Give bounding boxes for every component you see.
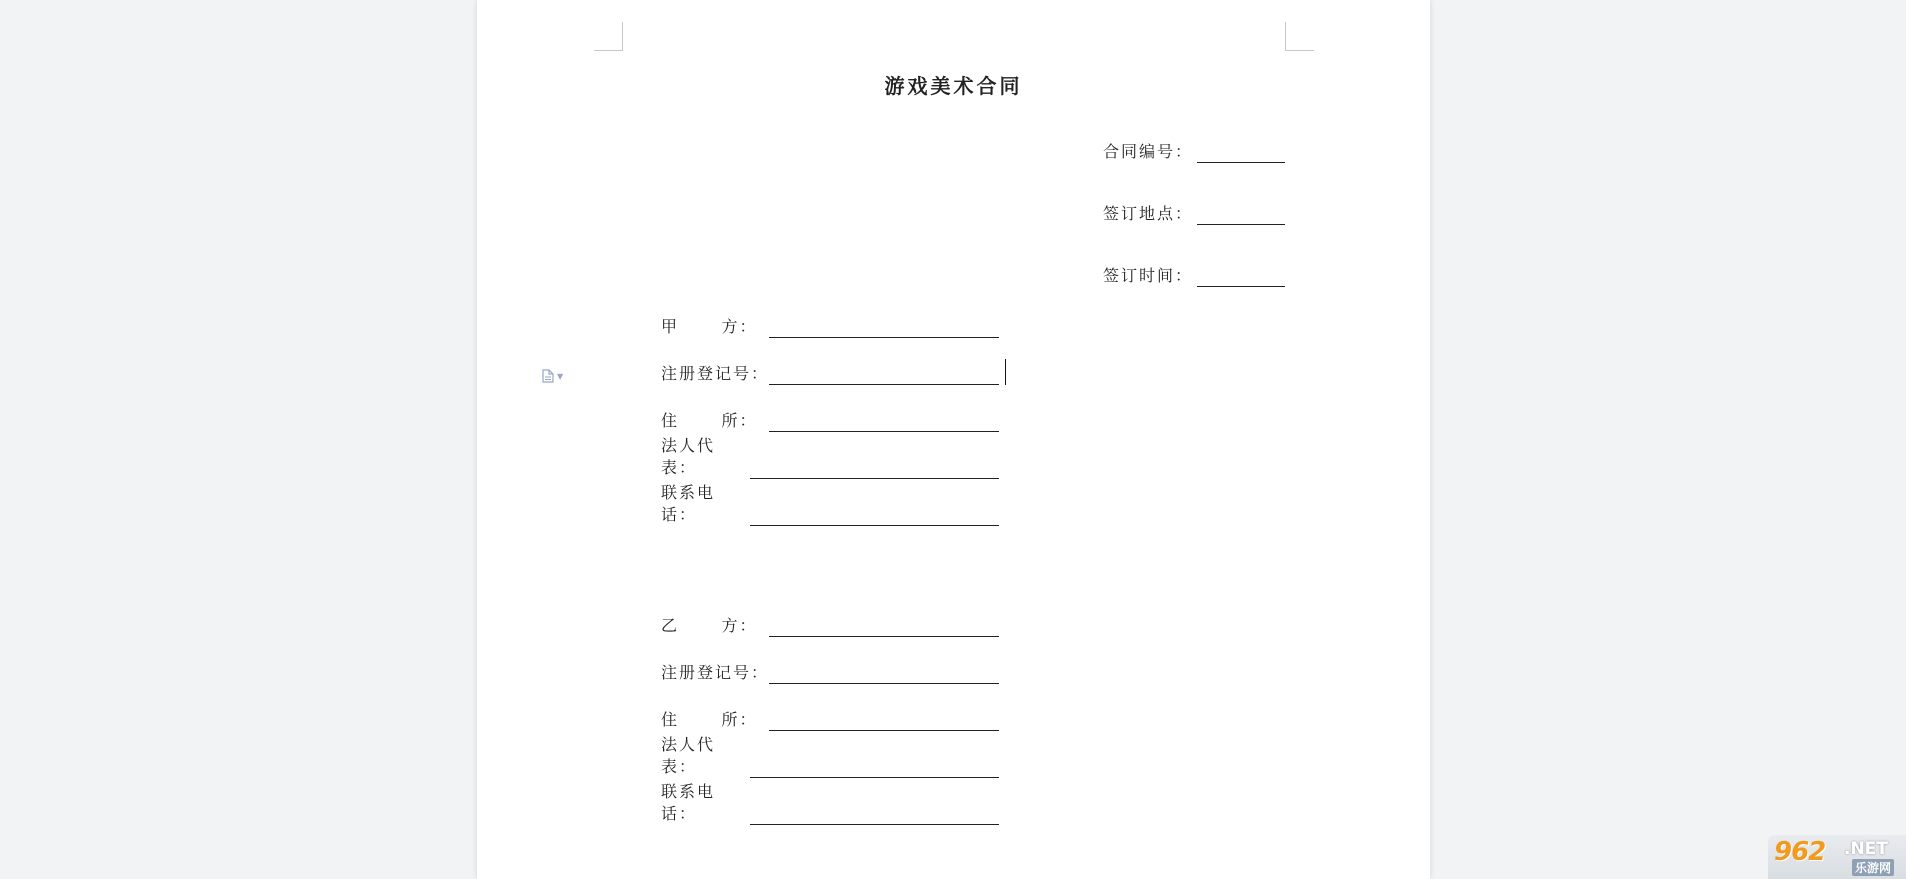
party-b-label: 乙 方： — [661, 616, 758, 635]
party-a-phone-blank[interactable] — [750, 507, 999, 526]
contract-title: 游戏美术合同 — [884, 74, 1023, 98]
party-b-blank[interactable] — [769, 618, 999, 637]
party-b-address-blank[interactable] — [769, 712, 999, 731]
party-b-phone-row[interactable] — [661, 782, 999, 825]
party-b-registration-blank[interactable] — [769, 665, 999, 684]
party-a-registration-row[interactable] — [661, 361, 999, 385]
paragraph-document-icon[interactable] — [542, 366, 572, 386]
party-b-legal-rep-row[interactable] — [661, 735, 999, 778]
party-a-label: 甲 方： — [661, 317, 758, 336]
party-a-phone-row[interactable] — [661, 483, 999, 526]
party-b-address-row[interactable] — [661, 707, 999, 731]
watermark-suffix: .NET — [1844, 839, 1888, 859]
document-page — [477, 0, 1430, 879]
party-a-blank[interactable] — [769, 319, 999, 338]
party-b-phone-label: 联系电话： — [661, 782, 716, 823]
signing-place-label: 签订地点： — [1103, 204, 1194, 223]
party-a-row[interactable] — [661, 314, 999, 338]
party-a-registration-label: 注册登记号： — [661, 364, 770, 383]
party-a-registration-blank[interactable] — [769, 366, 999, 385]
signing-place-row[interactable] — [1103, 201, 1285, 225]
watermark-logo: 962 — [1774, 837, 1826, 867]
party-b-phone-blank[interactable] — [750, 806, 999, 825]
signing-time-row[interactable] — [1103, 263, 1285, 287]
party-a-legal-rep-row[interactable] — [661, 436, 999, 479]
party-a-legal-rep-label: 法人代表： — [661, 436, 716, 477]
margin-corner-top-right — [1285, 22, 1314, 51]
party-b-legal-rep-label: 法人代表： — [661, 735, 716, 776]
chevron-down-icon: ▼ — [557, 371, 564, 381]
margin-corner-top-left — [594, 22, 623, 51]
party-b-registration-row[interactable] — [661, 660, 999, 684]
text-cursor — [1005, 359, 1006, 385]
party-b-address-label: 住 所： — [661, 710, 758, 729]
party-b-legal-rep-blank[interactable] — [750, 759, 999, 778]
party-a-phone-label: 联系电话： — [661, 483, 716, 524]
signing-time-label: 签订时间： — [1103, 266, 1194, 285]
site-watermark — [1768, 835, 1906, 879]
party-a-address-blank[interactable] — [769, 413, 999, 432]
watermark-subtitle: 乐游网 — [1852, 859, 1894, 876]
party-a-legal-rep-blank[interactable] — [750, 460, 999, 479]
contract-number-row[interactable] — [1103, 139, 1285, 163]
party-a-address-label: 住 所： — [661, 411, 758, 430]
party-b-registration-label: 注册登记号： — [661, 663, 770, 682]
party-a-address-row[interactable] — [661, 408, 999, 432]
signing-time-blank[interactable] — [1197, 268, 1285, 287]
document-icon — [542, 369, 554, 383]
party-b-row[interactable] — [661, 613, 999, 637]
signing-place-blank[interactable] — [1197, 206, 1285, 225]
contract-number-label: 合同编号： — [1103, 142, 1194, 161]
contract-number-blank[interactable] — [1197, 144, 1285, 163]
